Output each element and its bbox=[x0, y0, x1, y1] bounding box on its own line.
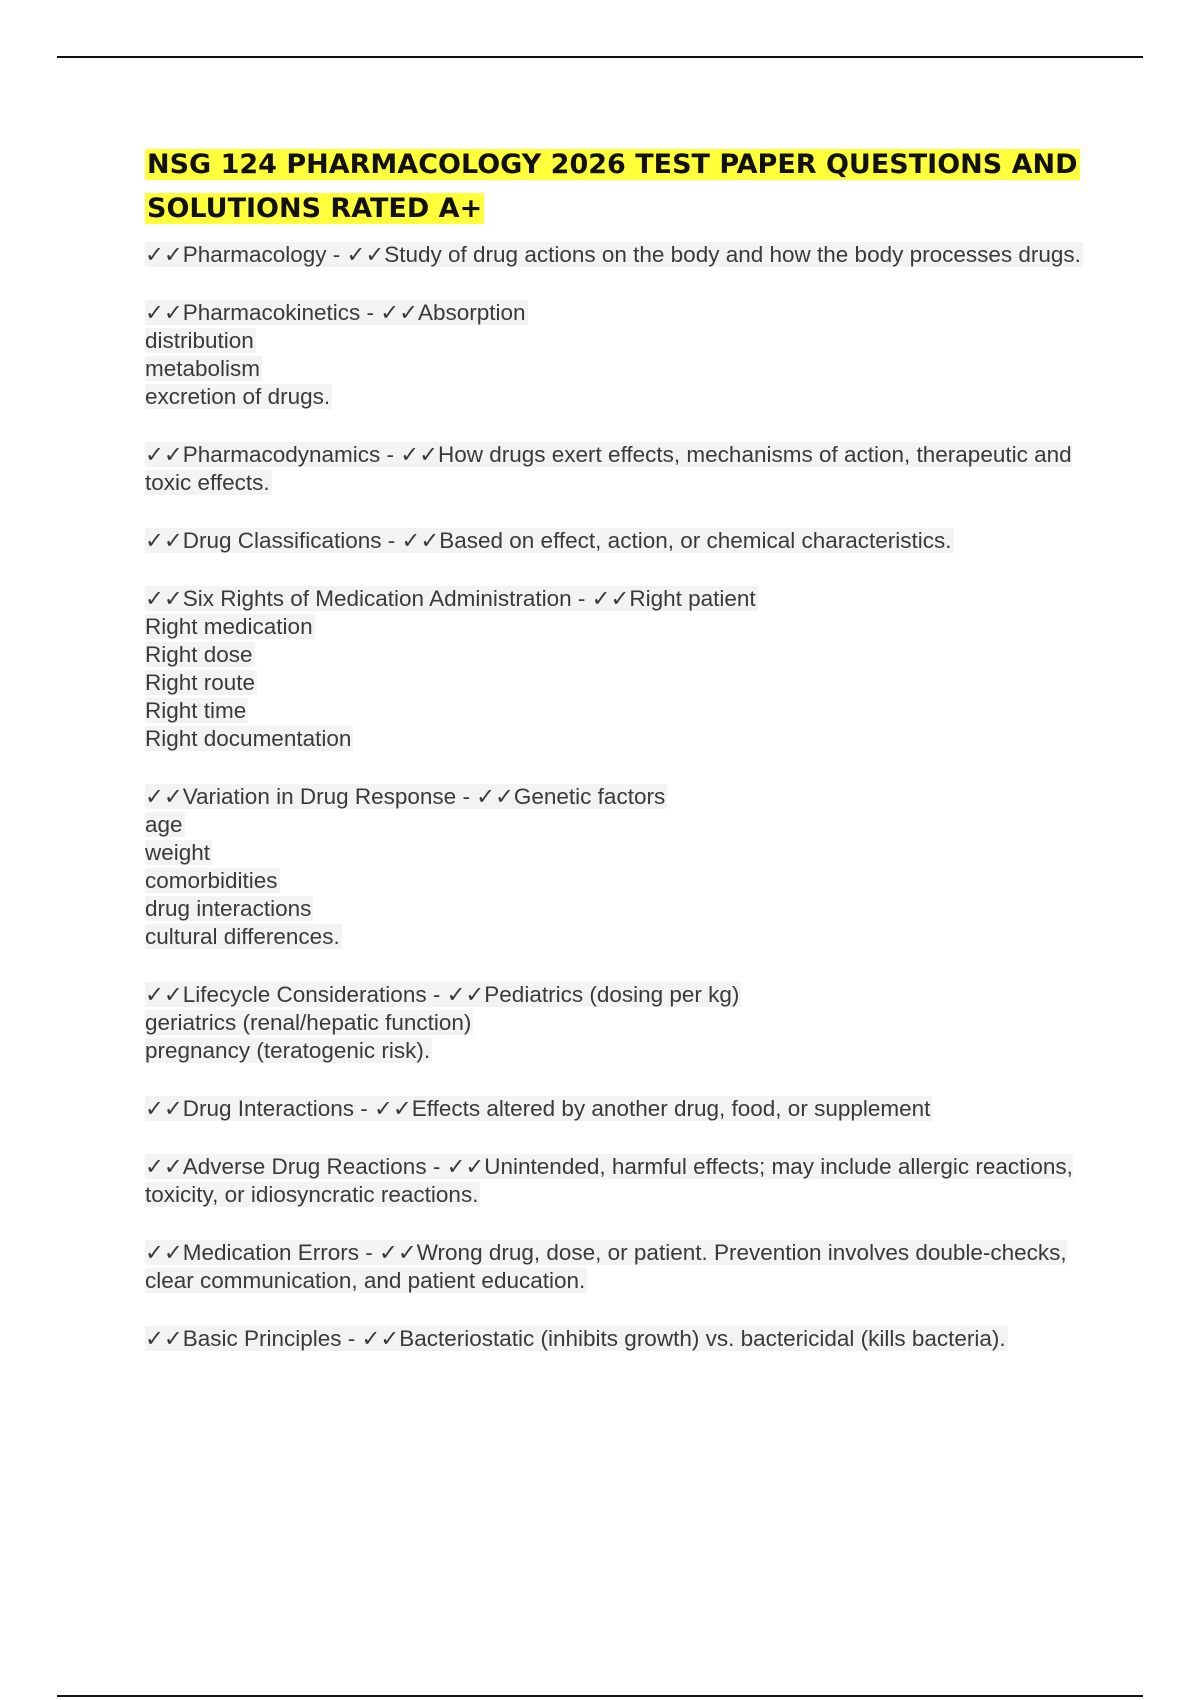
entry-detail-line bbox=[145, 697, 1105, 725]
entry-line-text: Right route bbox=[145, 670, 256, 695]
entry-detail-line bbox=[145, 327, 1105, 355]
entry-line-text: ✓✓Six Rights of Medication Administration - ✓✓Right patient bbox=[145, 586, 756, 611]
entry-line-text: ✓✓Lifecycle Considerations - ✓✓Pediatrics (dosing per kg) bbox=[145, 982, 740, 1007]
entry-line-text: excretion of drugs. bbox=[145, 384, 331, 409]
flashcard-entry bbox=[145, 241, 1105, 269]
entry-line-text: ✓✓Pharmacokinetics - ✓✓Absorption bbox=[145, 300, 526, 325]
flashcard-list bbox=[145, 241, 1105, 1353]
entry-term-line bbox=[145, 585, 1105, 613]
entry-line-text: cultural differences. bbox=[145, 924, 340, 949]
entry-line-text: metabolism bbox=[145, 356, 261, 381]
entry-line-text: Right medication bbox=[145, 614, 313, 639]
flashcard-entry bbox=[145, 1239, 1105, 1295]
top-rule bbox=[57, 56, 1143, 58]
document-body bbox=[145, 143, 1105, 1383]
entry-detail-line bbox=[145, 613, 1105, 641]
entry-detail-line bbox=[145, 383, 1105, 411]
entry-detail-line bbox=[145, 669, 1105, 697]
entry-term-line bbox=[145, 527, 1105, 555]
flashcard-entry bbox=[145, 981, 1105, 1065]
entry-detail-line bbox=[145, 923, 1105, 951]
entry-detail-line bbox=[145, 1009, 1105, 1037]
entry-line-text: Right documentation bbox=[145, 726, 352, 751]
entry-line-text: comorbidities bbox=[145, 868, 278, 893]
bottom-rule bbox=[57, 1695, 1143, 1697]
entry-term-line bbox=[145, 299, 1105, 327]
flashcard-entry bbox=[145, 441, 1105, 497]
flashcard-entry bbox=[145, 527, 1105, 555]
entry-detail-line bbox=[145, 867, 1105, 895]
entry-line-text: age bbox=[145, 812, 183, 837]
entry-detail-line bbox=[145, 1037, 1105, 1065]
entry-detail-line bbox=[145, 839, 1105, 867]
entry-term-line bbox=[145, 783, 1105, 811]
entry-term-line bbox=[145, 1153, 1105, 1209]
entry-line-text: Right time bbox=[145, 698, 247, 723]
entry-line-text: Right dose bbox=[145, 642, 253, 667]
document-title-text: NSG 124 PHARMACOLOGY 2026 TEST PAPER QUESTIONS AND SOLUTIONS RATED A+ bbox=[147, 149, 1078, 224]
document-title bbox=[145, 143, 1105, 231]
entry-detail-line bbox=[145, 895, 1105, 923]
entry-detail-line bbox=[145, 355, 1105, 383]
entry-line-text: ✓✓Variation in Drug Response - ✓✓Genetic factors bbox=[145, 784, 666, 809]
entry-line-text: ✓✓Adverse Drug Reactions - ✓✓Unintended, harmful effects; may include allergic reactions, toxicity, or idiosyncratic reactions. bbox=[145, 1154, 1073, 1207]
entry-detail-line bbox=[145, 811, 1105, 839]
entry-line-text: ✓✓Pharmacology - ✓✓Study of drug actions on the body and how the body processes drugs. bbox=[145, 242, 1081, 267]
entry-term-line bbox=[145, 441, 1105, 497]
entry-line-text: ✓✓Medication Errors - ✓✓Wrong drug, dose, or patient. Prevention involves double-checks, clear communication, and patient education. bbox=[145, 1240, 1067, 1293]
flashcard-entry bbox=[145, 1153, 1105, 1209]
entry-line-text: ✓✓Drug Interactions - ✓✓Effects altered by another drug, food, or supplement bbox=[145, 1096, 931, 1121]
flashcard-entry bbox=[145, 1325, 1105, 1353]
entry-line-text: ✓✓Drug Classifications - ✓✓Based on effect, action, or chemical characteristics. bbox=[145, 528, 952, 553]
flashcard-entry bbox=[145, 783, 1105, 951]
entry-term-line bbox=[145, 1325, 1105, 1353]
entry-line-text: ✓✓Basic Principles - ✓✓Bacteriostatic (inhibits growth) vs. bactericidal (kills bacteria). bbox=[145, 1326, 1006, 1351]
entry-line-text: pregnancy (teratogenic risk). bbox=[145, 1038, 431, 1063]
flashcard-entry bbox=[145, 1095, 1105, 1123]
entry-line-text: drug interactions bbox=[145, 896, 312, 921]
entry-line-text: weight bbox=[145, 840, 211, 865]
entry-detail-line bbox=[145, 725, 1105, 753]
entry-detail-line bbox=[145, 641, 1105, 669]
flashcard-entry bbox=[145, 585, 1105, 753]
entry-term-line bbox=[145, 1095, 1105, 1123]
entry-line-text: geriatrics (renal/hepatic function) bbox=[145, 1010, 472, 1035]
entry-term-line bbox=[145, 241, 1105, 269]
entry-line-text: distribution bbox=[145, 328, 254, 353]
entry-line-text: ✓✓Pharmacodynamics - ✓✓How drugs exert effects, mechanisms of action, therapeutic and toxic effects. bbox=[145, 442, 1072, 495]
entry-term-line bbox=[145, 981, 1105, 1009]
flashcard-entry bbox=[145, 299, 1105, 411]
entry-term-line bbox=[145, 1239, 1105, 1295]
